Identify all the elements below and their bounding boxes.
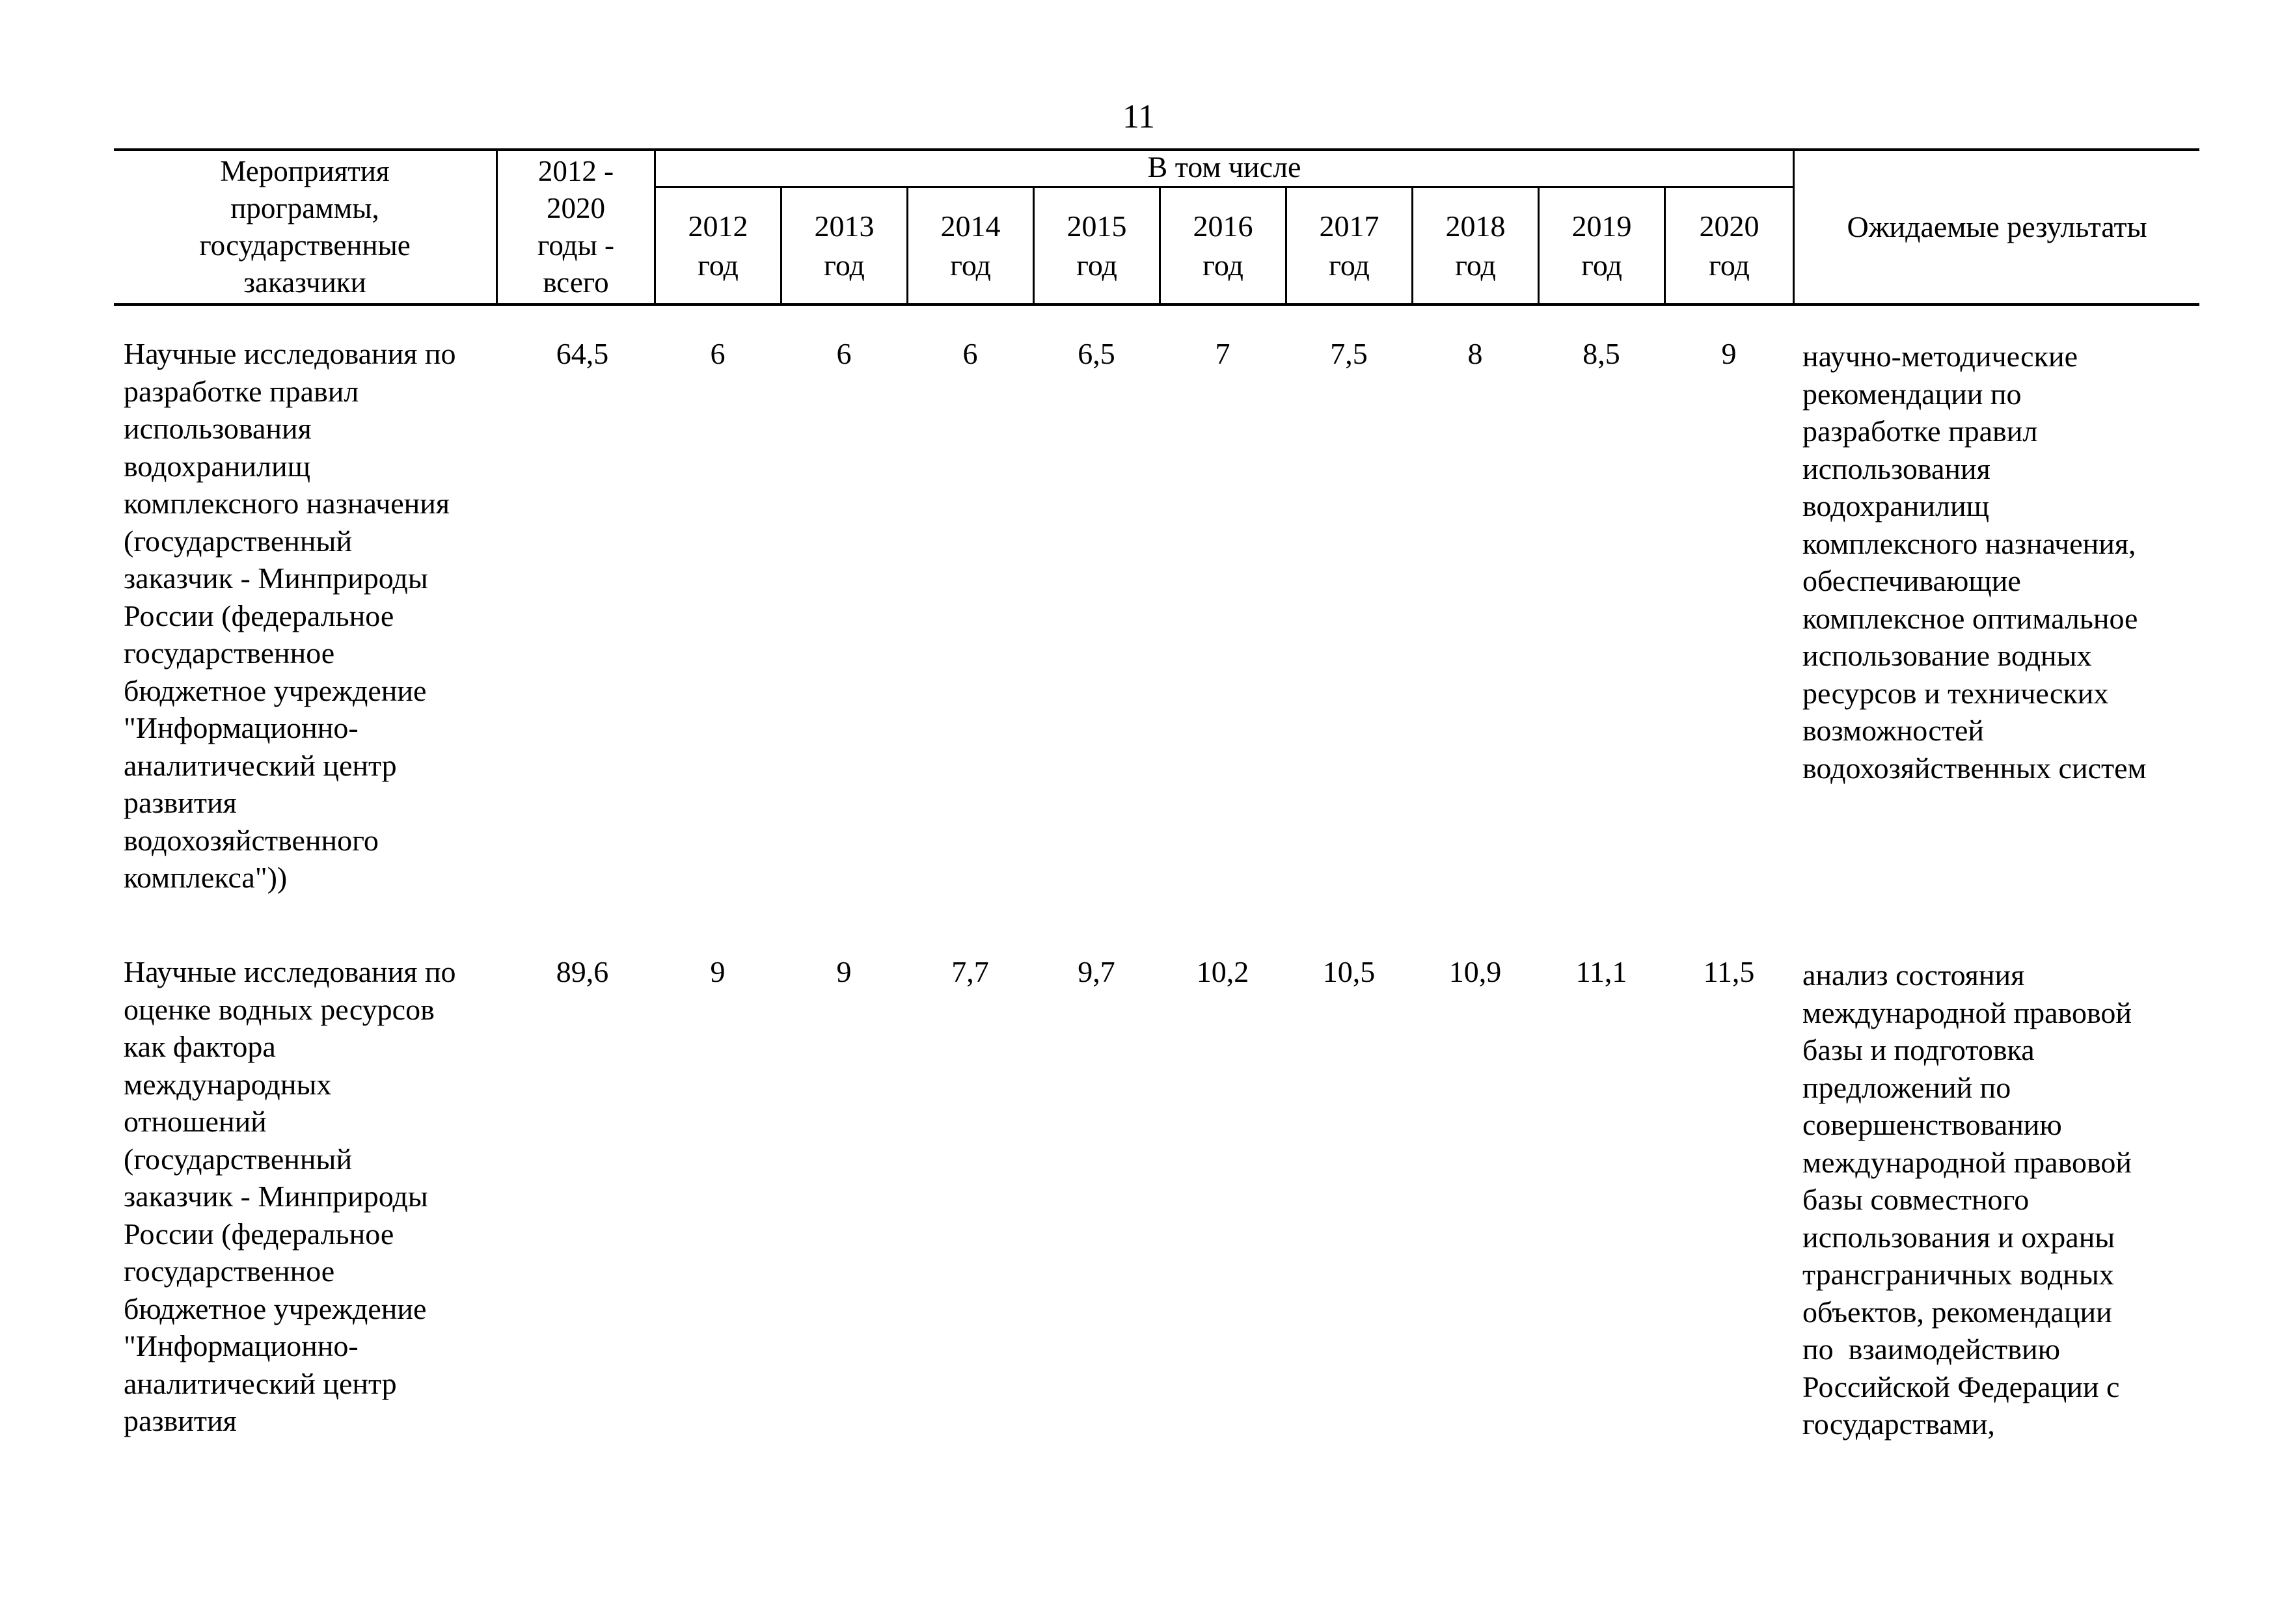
row-2-value-2017: 10,5 xyxy=(1322,955,1376,988)
header-year-2013: 2013 год xyxy=(814,209,875,282)
header-year-2019: 2019 год xyxy=(1571,209,1632,282)
row-1-value-2019: 8,5 xyxy=(1582,337,1620,370)
row-2-value-2013: 9 xyxy=(836,955,852,988)
row-1-value-2015: 6,5 xyxy=(1078,337,1115,370)
row-2-value-2016: 10,2 xyxy=(1196,955,1249,988)
header-year-2018: 2018 год xyxy=(1445,209,1506,282)
row-2-value-2014: 7,7 xyxy=(951,955,989,988)
row-2-value-2015: 9,7 xyxy=(1078,955,1115,988)
row-2-value-2020: 11,5 xyxy=(1703,955,1755,988)
row-1-value-2012: 6 xyxy=(710,337,726,370)
row-1-total: 64,5 xyxy=(556,337,609,370)
row-1-activity: Научные исследования по разработке правил использования водохранилищ комплексного назначения (государственный заказчик - Минприроды России (федеральное государственное бюджетное учреждение "Информационно- аналитический центр развития водохозяйственного комплекса")) xyxy=(124,337,456,894)
row-1-value-2013: 6 xyxy=(836,337,852,370)
table-header-bottom-rule xyxy=(114,303,2199,306)
header-total: 2012 - 2020 годы - всего xyxy=(537,155,614,299)
row-2-value-2019: 11,1 xyxy=(1575,955,1627,988)
row-1-value-2014: 6 xyxy=(962,337,978,370)
header-year-2017: 2017 год xyxy=(1319,209,1379,282)
row-1-value-2020: 9 xyxy=(1721,337,1737,370)
header-results: Ожидаемые результаты xyxy=(1847,210,2147,243)
row-1-value-2017: 7,5 xyxy=(1330,337,1368,370)
header-year-2020: 2020 год xyxy=(1699,209,1759,282)
row-1-value-2016: 7 xyxy=(1215,337,1230,370)
row-2-value-2012: 9 xyxy=(710,955,726,988)
header-year-2016: 2016 год xyxy=(1193,209,1253,282)
header-year-2014: 2014 год xyxy=(940,209,1001,282)
header-year-2015: 2015 год xyxy=(1066,209,1127,282)
row-2-total: 89,6 xyxy=(556,955,609,988)
page-number: 11 xyxy=(1122,98,1156,135)
row-2-activity: Научные исследования по оценке водных ресурсов как фактора международных отношений (государственный заказчик - Минприроды России (федеральное государственное бюджетное учреждение "Информационно- аналитический центр развития xyxy=(124,955,456,1437)
row-1-value-2018: 8 xyxy=(1467,337,1483,370)
row-2-result: анализ состояния международной правовой базы и подготовка предложений по совершенствованию международной правовой базы совместного использования и охраны трансграничных водных объектов, рекомендации по взаимодействию Российской Федерации с государствами, xyxy=(1802,958,2132,1441)
header-year-2012: 2012 год xyxy=(688,209,748,282)
row-2-value-2018: 10,9 xyxy=(1448,955,1502,988)
header-including: В том числе xyxy=(1147,150,1301,183)
header-activity: Мероприятия программы, государственные заказчики xyxy=(199,155,411,299)
row-1-result: научно-методические рекомендации по разработке правил использования водохранилищ комплексного назначения, обеспечивающие комплексное оптимальное использование водных ресурсов и технических возможностей водохозяйственных систем xyxy=(1802,340,2147,785)
